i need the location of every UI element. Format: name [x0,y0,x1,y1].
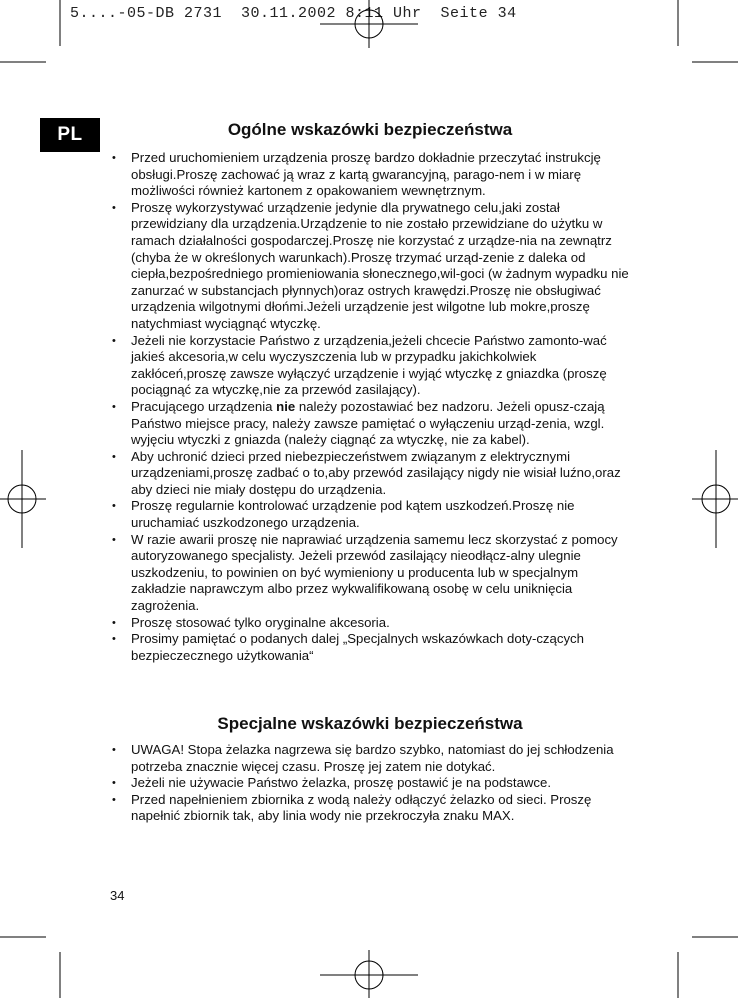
list-item: • UWAGA! Stopa żelazka nagrzewa się bardzo szybko, natomiast do jej schłodzenia potrzeba znacznie więcej czasu. Proszę jej zatem nie dotykać. [110,742,632,775]
list-item: • Proszę wykorzystywać urządzenie jedynie dla prywatnego celu,jaki został przewidziany dla urządzenia.Urządzenie to nie zostało przewidziane do użytku w ramach działalności gospodarczej.Proszę nie korzystać z urządze-nia na zewnątrz (chyba że w określonych warunkach).Proszę trzymać urząd-zenie z daleka od ciepła,bezpośredniego promieniowania słonecznego,wil-goci (w żadnym wypadku nie zanurzać w substancjach płynnych)oraz ostrych krawędzi.Proszę nie obsługiwać urządzenia wilgotnymi dłońmi.Jeżeli urządzenie jest wilgotne lub mokre,proszę natychmiast wyciągnąć wtyczkę. [110,200,632,333]
list-item [110,399,632,449]
list-item-text: należy pozostawiać bez nadzoru. Jeżeli opusz-czają Państwo miejsce pracy, należy zawsze pamiętać o wyłączeniu urząd-zenia, wzgl. wyjęciu wtyczki z gniazda (należy ciągnąć za wtyczkę, nie za kabel). [131,398,605,448]
registration-mark-bottom [320,950,418,998]
section-title-special-safety: Specjalne wskazówki bezpieczeństwa [217,714,523,733]
language-tab: PL [40,118,100,152]
list-item: • Proszę regularnie kontrolować urządzenie pod kątem uszkodzeń.Proszę nie uruchamiać uszkodzonego urządzenia. [110,498,632,531]
list-item: • Przed uruchomieniem urządzenia proszę bardzo dokładnie przeczytać instrukcję obsługi.Proszę zachować ją wraz z kartą gwarancyjną, parago-nem i w miarę możliwości również kartonem z opakowaniem wewnętrznym. [110,150,632,200]
list-item: • Jeżeli nie korzystacie Państwo z urządzenia,jeżeli chcecie Państwo zamonto-wać jakieś akcesoria,w celu wyczyszczenia lub w przypadku jakichkolwiek zakłóceń,proszę zawsze wyłączyć urządzenie i wyjąć wtyczkę z gniazdka (proszę pociągnąć za wtyczkę,nie za przewód zasilający). [110,333,632,399]
list-item: • Proszę stosować tylko oryginalne akcesoria. [110,615,632,632]
general-safety-list [110,150,632,664]
print-slug: 5....-05-DB 2731 30.11.2002 8:11 Uhr Seite 34 [70,5,517,22]
registration-mark-left [0,450,46,548]
special-safety-list [110,742,632,825]
page-number: 34 [110,888,125,903]
section-title-general-safety: Ogólne wskazówki bezpieczeństwa [227,120,513,139]
list-item: • W razie awarii proszę nie naprawiać urządzenia samemu lecz skorzystać z pomocy autoryzowanego specjalisty. Jeżeli przewód zasilający nieodłącz-alny ulegnie uszkodzeniu, to powinien on być wymieniony u producenta lub w specjalnym zakładzie naprawczym albo przez wykwalifikowaną osobę w celu uniknięcia zagrożenia. [110,532,632,615]
list-item: • Aby uchronić dzieci przed niebezpieczeństwem związanym z elektrycznymi urządzeniami,proszę zadbać o to,aby przewód zasilający nigdy nie wisiał luźno,oraz aby dzieci nie miały dostępu do urządzenia. [110,449,632,499]
list-item-text: Pracującego urządzenia [131,398,277,414]
bold-emphasis: nie [276,398,296,414]
list-item: • Jeżeli nie używacie Państwo żelazka, proszę postawić je na podstawce. [110,775,632,792]
registration-mark-right [692,450,738,548]
registration-mark-top [320,0,418,48]
list-item: • Przed napełnieniem zbiornika z wodą należy odłączyć żelazko od sieci. Proszę napełnić zbiornik tak, aby linia wody nie przekroczyła znaku MAX. [110,792,632,825]
list-item: • Prosimy pamiętać o podanych dalej „Specjalnych wskazówkach doty-czących bezpieczecznego użytkowania“ [110,631,632,664]
